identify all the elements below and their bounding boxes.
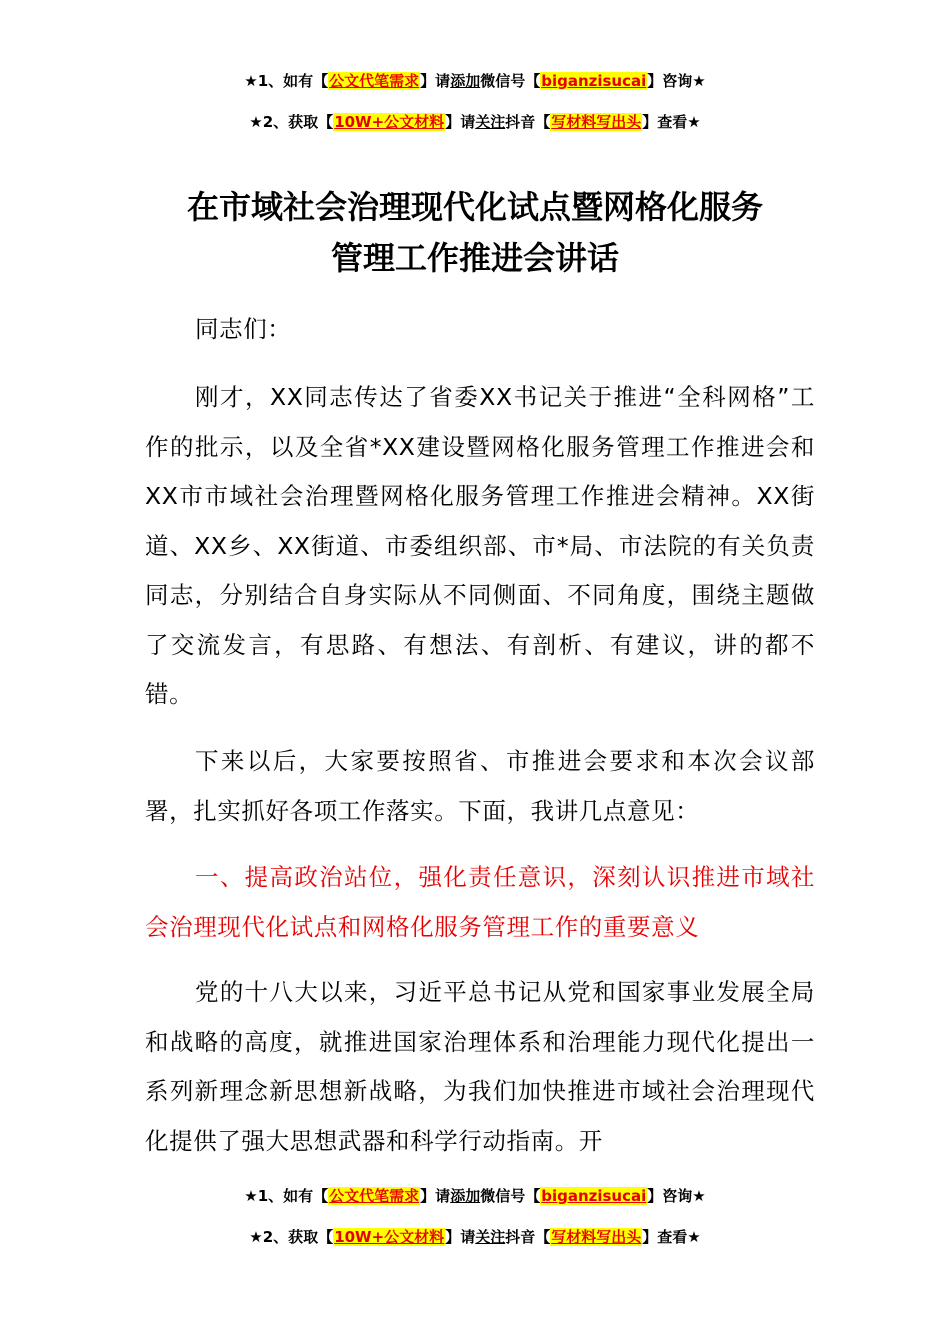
banner-underline: 关注 <box>475 1228 506 1246</box>
paragraph-1: 刚才，XX同志传达了省委XX书记关于推进“全科网格”工作的批示，以及全省*XX建设暨网格化服务管理工作推进会和XX市市域社会治理暨网格化服务管理工作推进会精神。XX街道、XX乡、XX街道、市委组织部、市*局、市法院的有关负责同志，分别结合自身实际从不同侧面、不同角度，围绕主题做了交流发言，有思路、有想法、有剖析、有建议，讲的都不错。 <box>145 383 815 708</box>
section-heading-1: 一、提高政治站位，强化责任意识，深刻认识推进市域社会治理现代化试点和网格化服务管理工作的重要意义 <box>145 863 815 941</box>
banner-highlight: 10W+公文材料 <box>334 1228 445 1246</box>
banner-underline: 关注 <box>475 113 506 131</box>
banner-highlight: 公文代笔需求 <box>329 72 420 90</box>
banner-text: ★1、如有【 <box>244 72 329 90</box>
banner-text: 】请 <box>445 1228 476 1246</box>
banner-highlight: 写材料写出头 <box>551 113 642 131</box>
banner-text: 】请 <box>445 113 476 131</box>
header-banner-line-1 <box>0 70 950 92</box>
banner-underline: 添加 <box>450 1187 481 1205</box>
header-banner-line-2 <box>0 111 950 133</box>
footer-banner-line-2 <box>0 1226 950 1248</box>
banner-highlight: 写材料写出头 <box>551 1228 642 1246</box>
banner-text: 】咨询★ <box>647 72 706 90</box>
banner-text: ★1、如有【 <box>244 1187 329 1205</box>
salutation: 同志们： <box>195 315 292 343</box>
document-title-line-2: 管理工作推进会讲话 <box>330 239 619 277</box>
document-title-line-1: 在市域社会治理现代化试点暨网格化服务 <box>186 188 763 226</box>
banner-text: 微信号【 <box>480 1187 541 1205</box>
banner-text: ★2、获取【 <box>249 113 334 131</box>
banner-highlight: biganzisucai <box>541 72 647 90</box>
banner-text: 】查看★ <box>642 113 701 131</box>
banner-highlight: 10W+公文材料 <box>334 113 445 131</box>
footer-banner-line-1 <box>0 1185 950 1207</box>
banner-highlight: biganzisucai <box>541 1187 647 1205</box>
banner-text: ★2、获取【 <box>249 1228 334 1246</box>
banner-text: 抖音【 <box>505 1228 551 1246</box>
paragraph-3: 党的十八大以来，习近平总书记从党和国家事业发展全局和战略的高度，就推进国家治理体系和治理能力现代化提出一系列新理念新思想新战略，为我们加快推进市域社会治理现代化提供了强大思想武器和科学行动指南。开 <box>145 978 815 1155</box>
banner-highlight: 公文代笔需求 <box>329 1187 420 1205</box>
banner-text: 抖音【 <box>505 113 551 131</box>
banner-text: 】请 <box>420 1187 451 1205</box>
banner-underline: 添加 <box>450 72 481 90</box>
paragraph-2: 下来以后，大家要按照省、市推进会要求和本次会议部署，扎实抓好各项工作落实。下面，我讲几点意见： <box>145 747 815 825</box>
banner-text: 】查看★ <box>642 1228 701 1246</box>
banner-text: 】请 <box>420 72 451 90</box>
banner-text: 】咨询★ <box>647 1187 706 1205</box>
banner-text: 微信号【 <box>480 72 541 90</box>
